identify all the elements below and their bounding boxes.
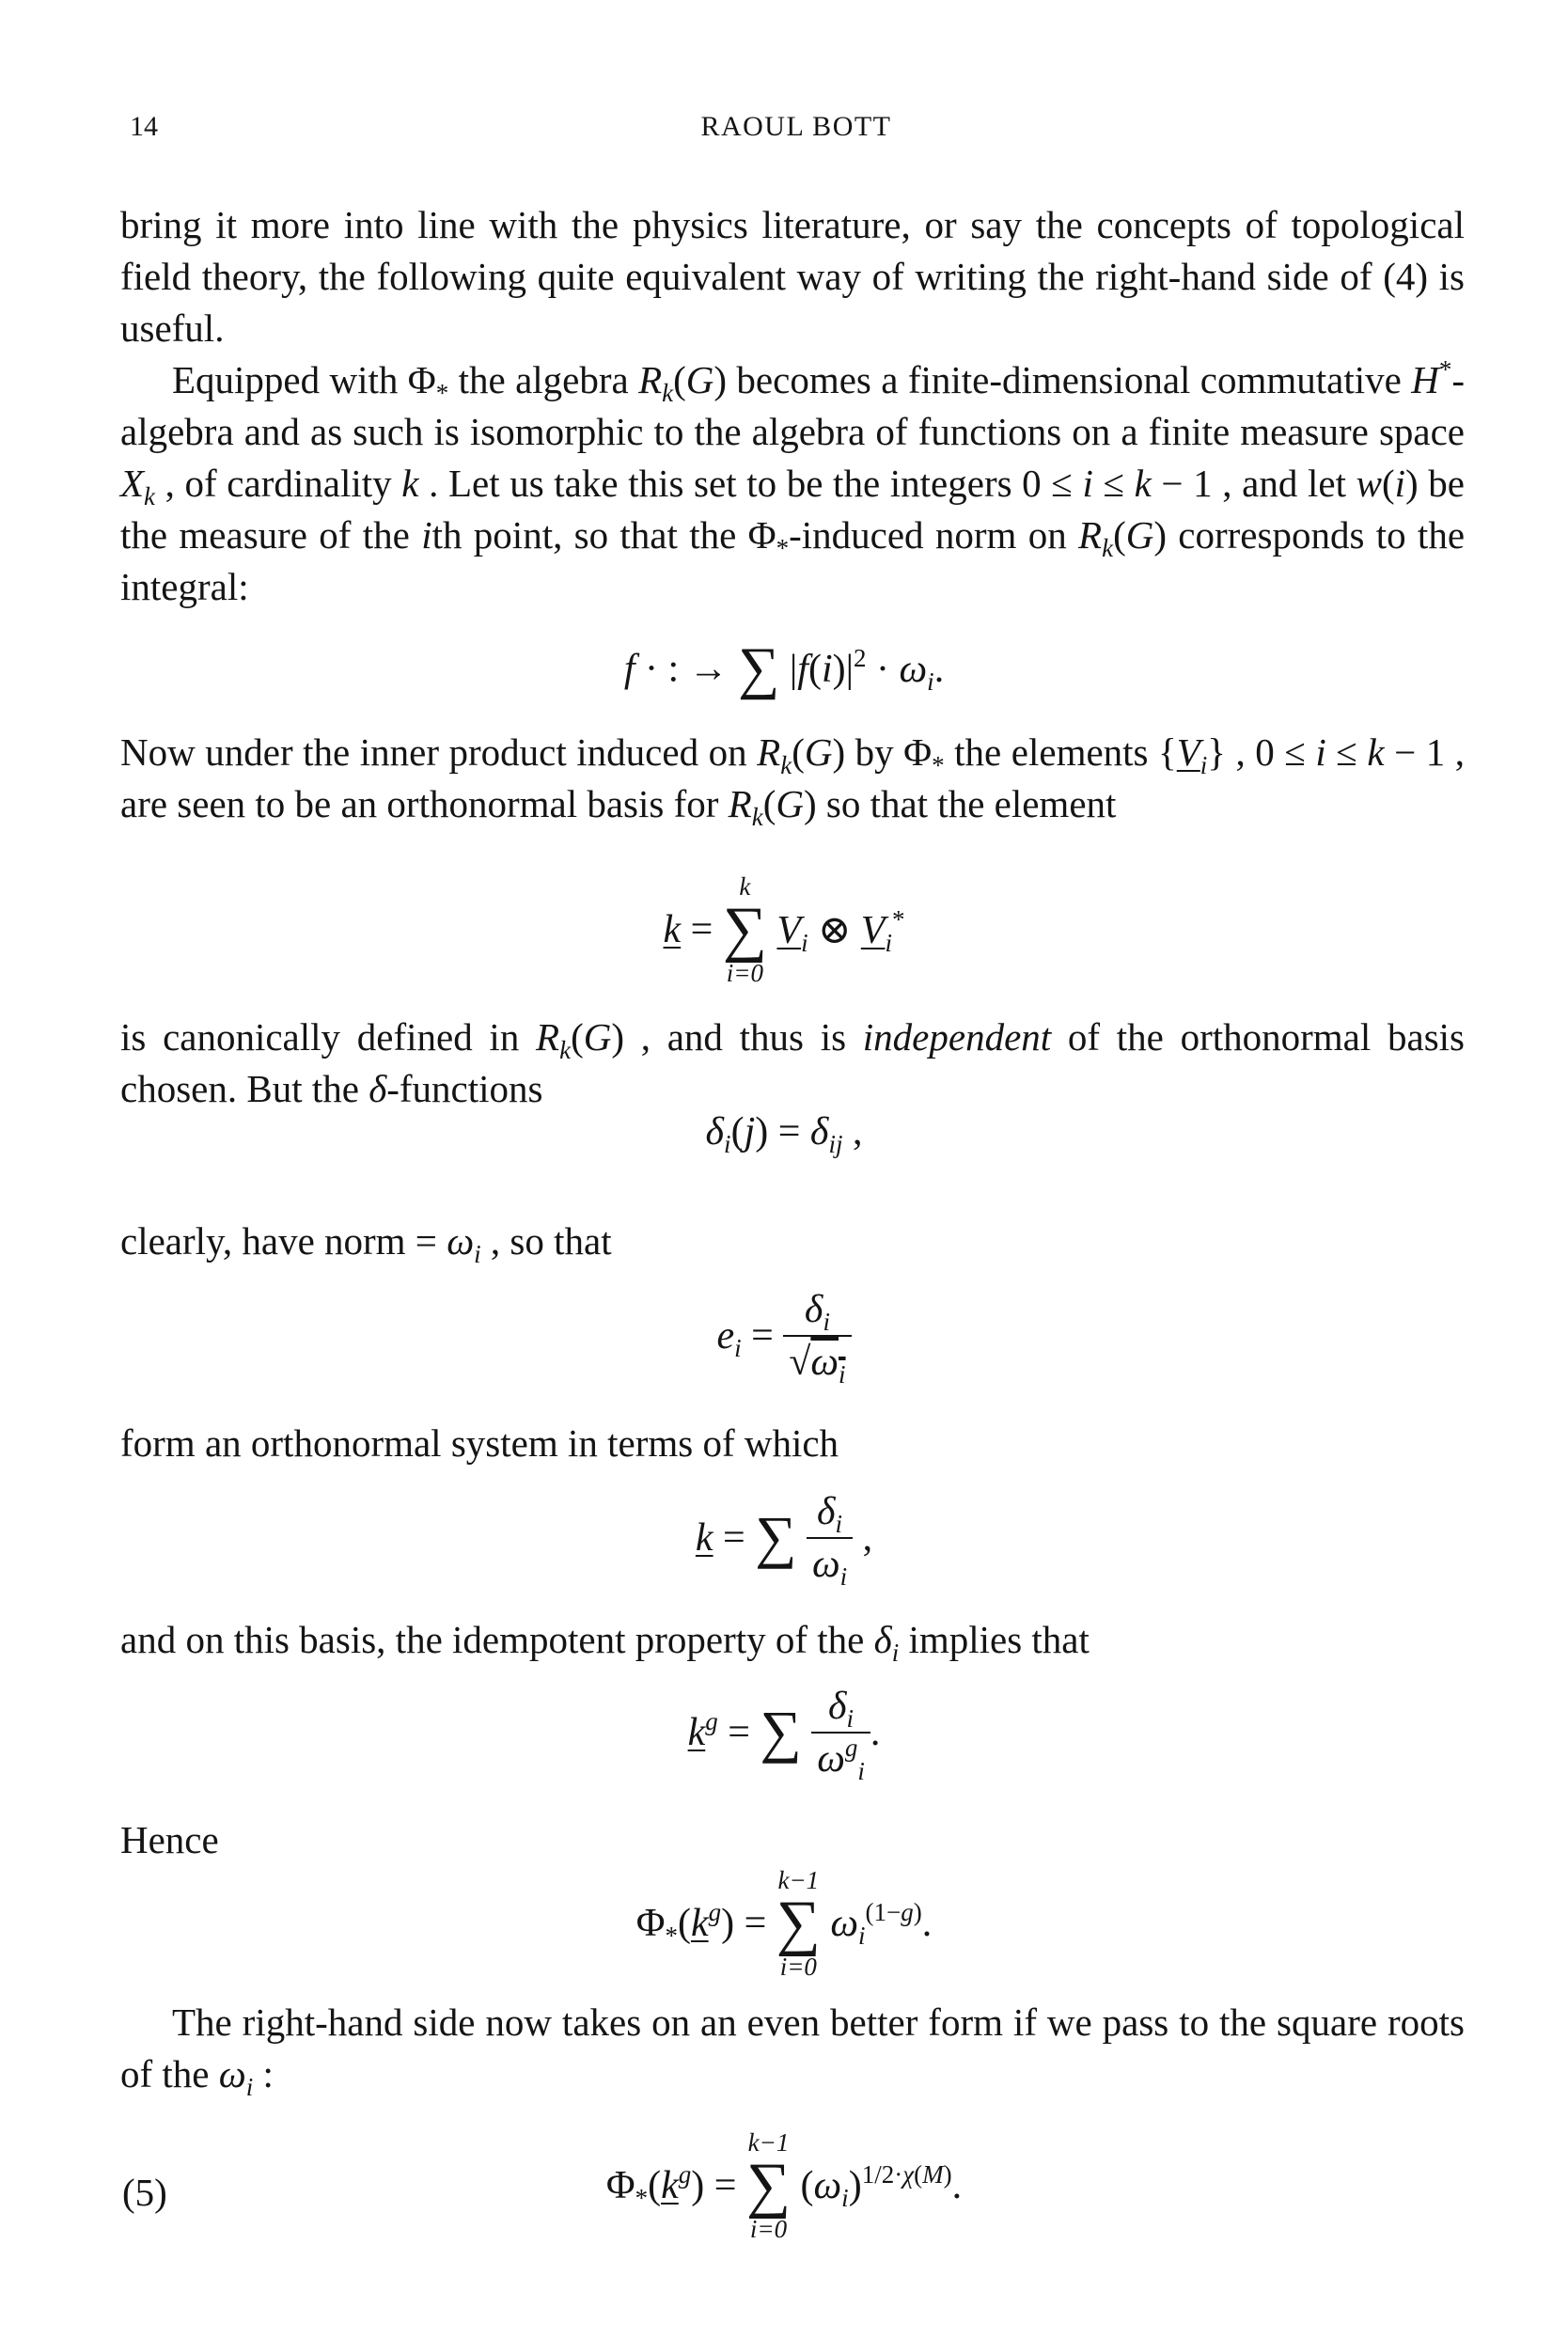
paragraph-canonical: is canonically defined in $R_k(G)$ , and thus is independent of the orthonormal basis chosen. But the δ-functions xyxy=(120,1015,1465,1110)
paragraph-hence xyxy=(120,1814,1465,1866)
paragraph-intro xyxy=(120,199,1465,354)
equation-5-label: (5) xyxy=(122,2171,167,2214)
equation-delta: $\delta_i(j) = \delta_{ij}$ , xyxy=(705,1110,863,1158)
equation-kg: $k^g$ = ∑ $\frac{\delta_i}{\omega^g_i}$ . xyxy=(687,1685,881,1785)
paragraph-orthonormal: form an orthonormal system in terms of which xyxy=(120,1421,839,1465)
equation-k-sum: k = k ∑ i=0 $V_i$ ⊗ $V_i^*$ xyxy=(663,872,905,987)
paragraph-clearly: clearly, have norm = $\omega_i$ , so that xyxy=(120,1219,612,1268)
hence-text: Hence xyxy=(120,1818,219,1861)
page-header xyxy=(124,111,1468,158)
page-number: 14 xyxy=(130,111,158,142)
paragraph-idempotent: and on this basis, the idempotent property of the $\delta_i$ implies that xyxy=(120,1618,1090,1667)
paragraph-equipped: Equipped with $\Phi_*$ the algebra $R_k(G)$ becomes a finite-dimensional commutative H*-algebra and as such is isomorphic to the algebra of functions on a finite measure space $X_k$ , of cardinality k . Let us take this set to be the integers 0 ≤ i ≤ k − 1 , and let w(i) be the measure of the ith point, so that the $\Phi_*$-induced norm on $R_k(G)$ corresponds to the integral: xyxy=(120,355,1466,608)
equation-k-delta: k = ∑ $\frac{\delta_i}{\omega_i}$ , xyxy=(695,1490,873,1591)
equation-ei: $e_i$ = $\frac{\delta_i}{√\omega_i}$ xyxy=(0,1288,1568,1384)
paragraph-right-hand: The right-hand side now takes on an even better form if we pass to the square roots of the $\omega_i$ : xyxy=(120,2001,1465,2101)
paragraph-now-under: Now under the inner product induced on $R_k(G)$ by $\Phi_*$ the elements $\{V_i\}$ , 0 ≤ i ≤ k − 1 , are seen to be an orthonormal basis for $R_k(G)$ so that the element xyxy=(120,730,1466,831)
paragraph-text: bring it more into line with the physics literature, or say the concepts of topological field theory, the following quite equivalent way of writing the right-hand side of (4) is useful. xyxy=(120,203,1465,350)
running-head: RAOUL BOTT xyxy=(700,111,892,142)
equation-norm: f · : → ∑ $|f(i)|^2 \cdot \omega_i$. xyxy=(623,636,945,700)
equation-5: $\Phi_*(k^g)$ = k−1 ∑ i=0 $(\omega_i)^{1/2\cdot\chi(M)}$. xyxy=(605,2128,963,2243)
equation-phi-kg: $\Phi_*(k^g)$ = k−1 ∑ i=0 $\omega_i^{(1-g)}$. xyxy=(635,1866,933,1981)
